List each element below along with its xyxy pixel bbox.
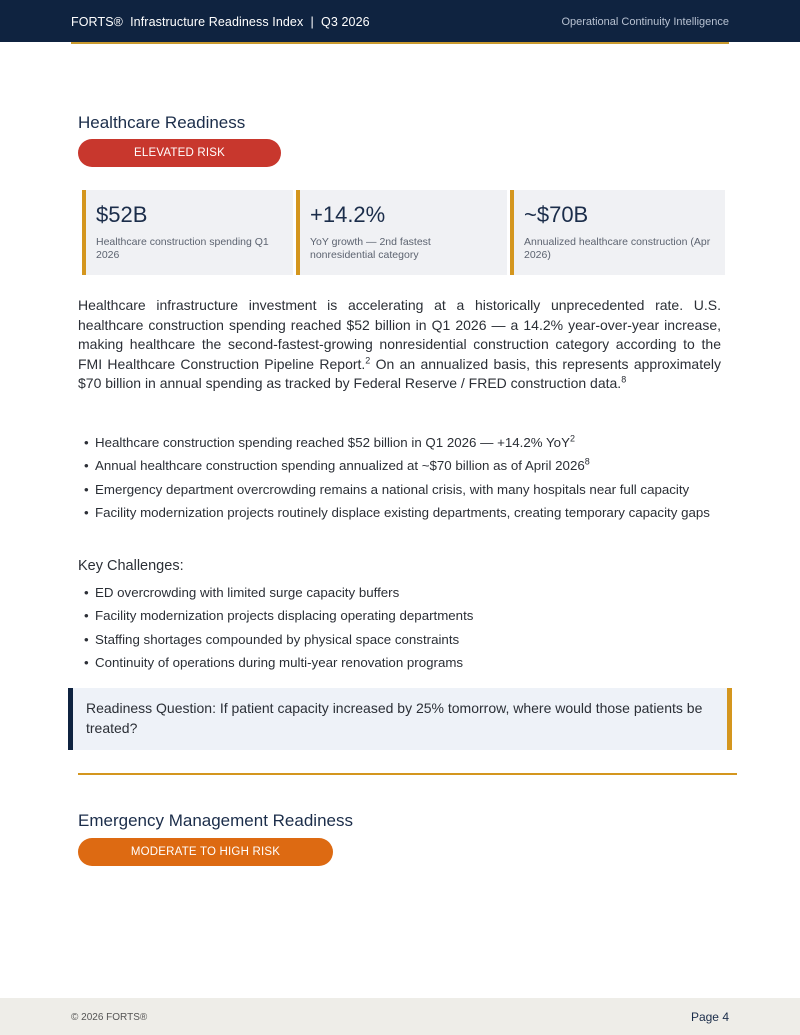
paragraph-text: On an annualized basis, this represents approximately $70 billion in annual spending as tracked by Federal Reserve / FRED construction data. [78, 355, 721, 392]
list-item: • ED overcrowding with limited surge capacity buffers [84, 585, 734, 601]
page-number: Page 4 [690, 1010, 729, 1024]
list-item [84, 435, 734, 451]
stat-label: YoY growth — 2nd fastest nonresidential category [310, 236, 431, 261]
footer-copyright: © 2026 FORTS® [71, 1012, 148, 1023]
footnote-ref: 2 [569, 433, 575, 444]
stat-label: Healthcare construction spending Q1 2026 [96, 236, 269, 261]
header-brand: FORTS® [71, 15, 123, 29]
key-challenges-list [84, 585, 734, 679]
footnote-ref: 2 [365, 355, 371, 366]
header-tagline: Operational Continuity Intelligence [561, 16, 729, 28]
header-report-title: Infrastructure Readiness Index [130, 15, 304, 29]
header-rule [71, 42, 729, 44]
list-item [84, 482, 734, 498]
emergency-risk-badge: MODERATE TO HIGH RISK [78, 838, 333, 866]
list-item-text: Facility modernization projects routinely displace existing departments, creating temporary capacity gaps [95, 505, 710, 521]
key-challenges-heading: Key Challenges: [78, 558, 184, 574]
page-footer [0, 998, 800, 1035]
footnote-ref: 8 [584, 456, 590, 467]
list-item-text: Emergency department overcrowding remains a national crisis, with many hospitals near full capacity [95, 481, 690, 497]
list-item: • Staffing shortages compounded by physical space constraints [84, 632, 734, 648]
header-separator: | [310, 15, 314, 29]
healthcare-bullet-list [84, 435, 734, 529]
list-item [84, 458, 734, 474]
paragraph-text: Healthcare infrastructure investment is accelerating at a historically unprecedented rate. U.S. healthcare construction spending reached $52 billion in Q1 2026 — a 14.2% year-over-year increase, making healthcare the second-fastest-growing nonresidential construction category according to the FMI Healthcare Construction Pipeline Report. [78, 297, 721, 372]
stat-card-annualized [510, 190, 725, 275]
footnote-ref: 8 [621, 374, 627, 385]
stat-value: +14.2% [310, 202, 386, 227]
stat-value: $52B [96, 202, 148, 227]
list-item-text: Healthcare construction spending reached $52 billion in Q1 2026 — +14.2% YoY [95, 435, 570, 450]
list-item: • Facility modernization projects displacing operating departments [84, 608, 734, 624]
section-divider [78, 773, 737, 775]
list-item [84, 505, 734, 521]
readiness-question-callout: Readiness Question: If patient capacity increased by 25% tomorrow, where would those patients be treated? [68, 688, 732, 750]
page-header [0, 0, 800, 42]
list-item-text: Annual healthcare construction spending annualized at ~$70 billion as of April 2026 [95, 458, 585, 474]
healthcare-intro-paragraph [78, 296, 721, 394]
stat-label: Annualized healthcare construction (Apr 2026) [524, 236, 711, 261]
list-item: • Continuity of operations during multi-year renovation programs [84, 655, 734, 671]
emergency-section-title: Emergency Management Readiness [78, 811, 353, 830]
header-period: Q3 2026 [321, 15, 370, 29]
stat-card-spending [82, 190, 293, 275]
healthcare-section-title: Healthcare Readiness [78, 113, 246, 132]
stat-value: ~$70B [524, 202, 589, 227]
header-title [71, 15, 370, 29]
stat-card-growth [296, 190, 507, 275]
healthcare-risk-badge: ELEVATED RISK [78, 139, 281, 167]
